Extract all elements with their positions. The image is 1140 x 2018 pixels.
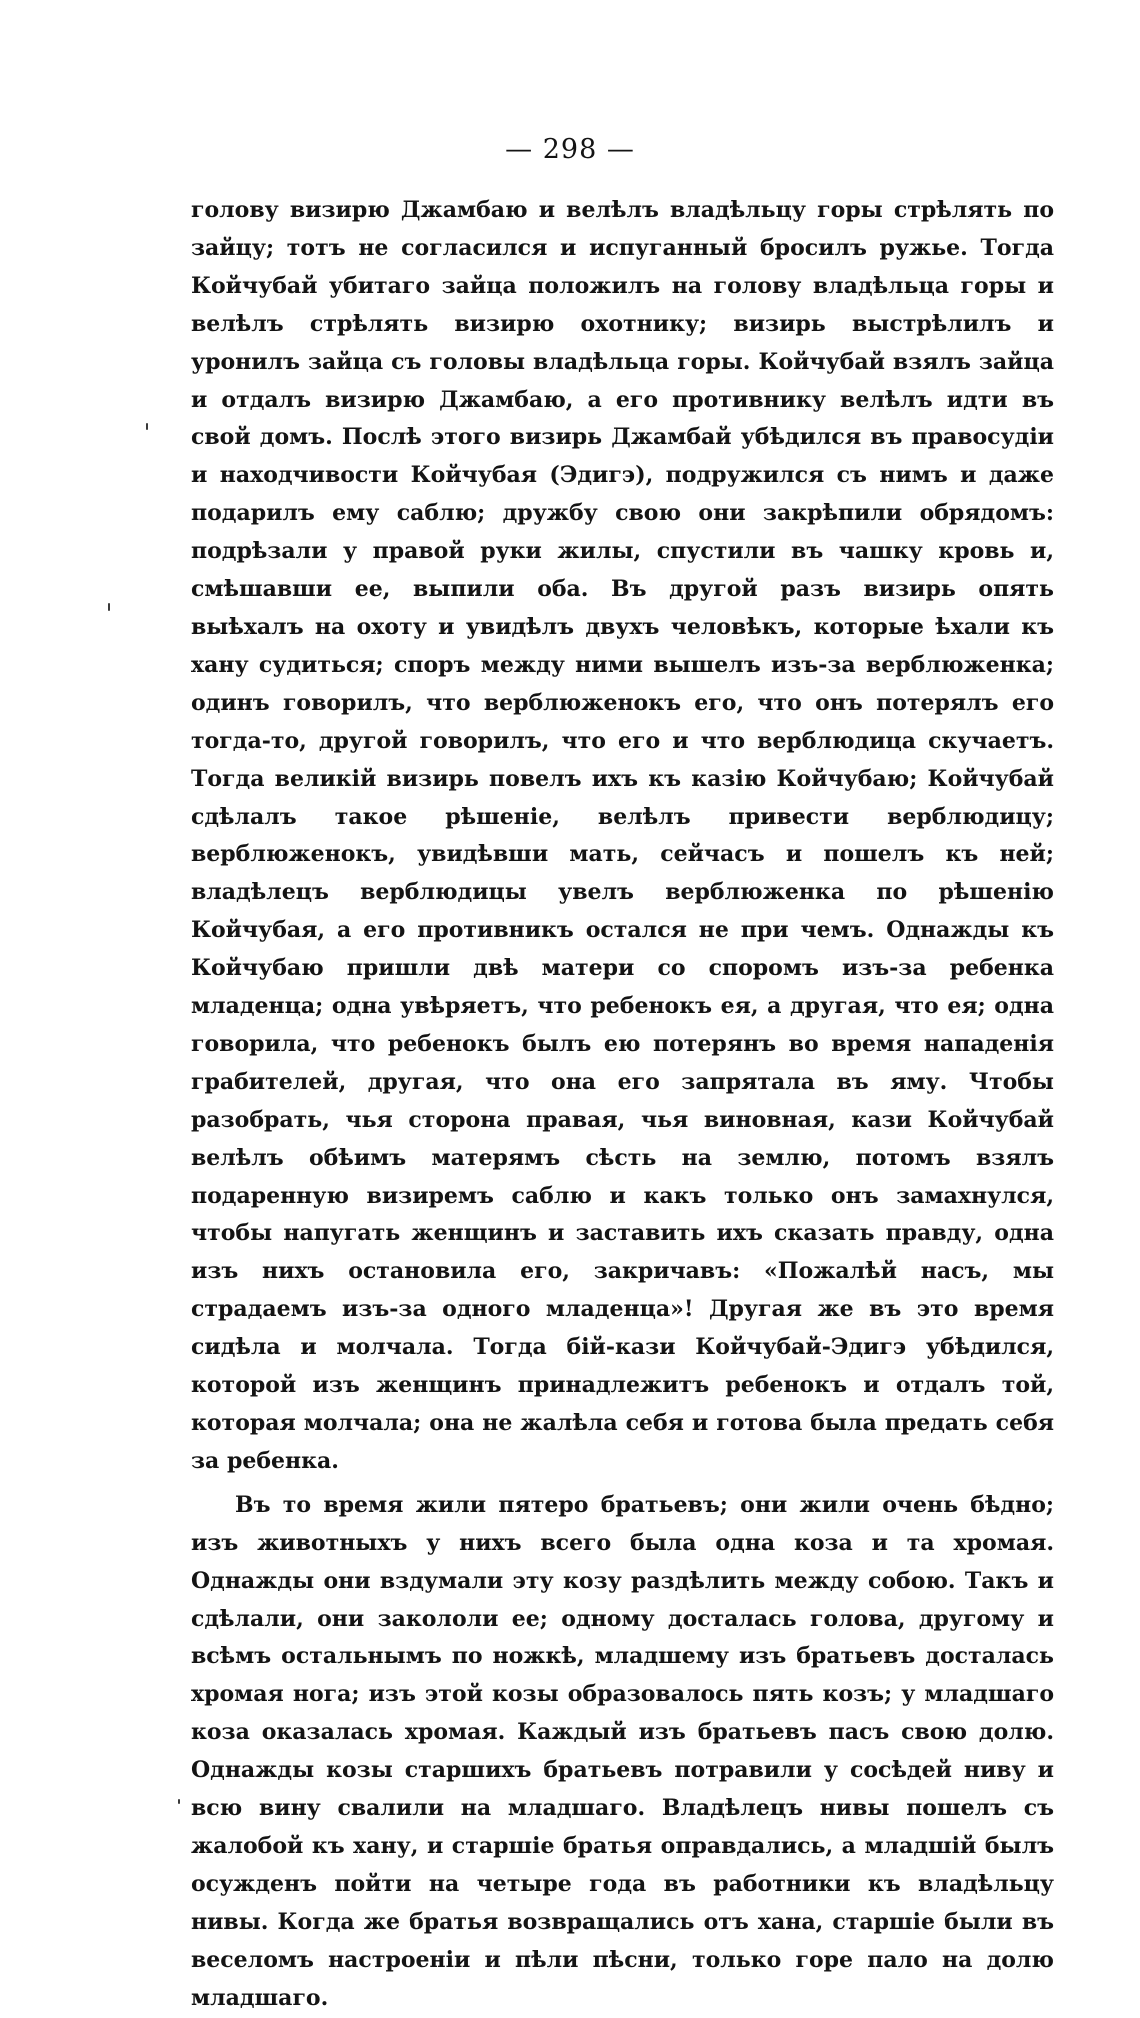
print-speck [108, 603, 110, 611]
page-number: — 298 — [505, 134, 635, 165]
body-text [191, 192, 1054, 2018]
paragraph-1: голову визирю Джамбаю и велѣлъ владѣльцу горы стрѣлять по зайцу; тотъ не согласился и испуганный бросилъ ружье. Тогда Койчубай убитаго зайца положилъ на голову владѣльца горы и велѣлъ стрѣлять визирю охотнику; визирь выстрѣлилъ и уронилъ зайца съ головы владѣльца горы. Койчубай взялъ зайца и отдалъ визирю Джамбаю, а его противнику велѣлъ идти въ свой домъ. Послѣ этого визирь Джамбай убѣдился въ правосудіи и находчивости Койчубая (Эдигэ), подружился съ нимъ и даже подарилъ ему саблю; дружбу свою они закрѣпили обрядомъ: подрѣзали у правой руки жилы, спустили въ чашку кровь и, смѣшавши ее, выпили оба. Въ другой разъ визирь опять выѣхалъ на охоту и увидѣлъ двухъ человѣкъ, которые ѣхали къ хану судиться; споръ между ними вышелъ изъ-за верблюженка; одинъ говорилъ, что верблюженокъ его, что онъ потерялъ его тогда-то, другой говорилъ, что его и что верблюдица скучаетъ. Тогда великій визирь повелъ ихъ къ казію Койчубаю; Койчубай сдѣлалъ такое рѣшеніе, велѣлъ привести верблюдицу; верблюженокъ, увидѣвши мать, сейчасъ и пошелъ къ ней; владѣлецъ верблюдицы увелъ верблюженка по рѣшенію Койчубая, а его противникъ остался не при чемъ. Однажды къ Койчубаю пришли двѣ матери со споромъ изъ-за ребенка младенца; одна увѣряетъ, что ребенокъ ея, а другая, что ея; одна говорила, что ребенокъ былъ ею потерянъ во время нападенія грабителей, другая, что она его запрятала въ яму. Чтобы разобрать, чья сторона правая, чья виновная, кази Койчубай велѣлъ обѣимъ матерямъ сѣсть на землю, потомъ взялъ подаренную визиремъ саблю и какъ только онъ замахнулся, чтобы напугать женщинъ и заставить ихъ сказать правду, одна изъ нихъ остановила его, закричавъ: «Пожалѣй насъ, мы страдаемъ изъ-за одного младенца»! Другая же въ это время сидѣла и молчала. Тогда бій-кази Койчубай-Эдигэ убѣдился, которой изъ женщинъ принадлежитъ ребенокъ и отдалъ той, которая молчала; она не жалѣла себя и готова была предать себя за ребенка. [191, 197, 1054, 1474]
paragraph-2: Въ то время жили пятеро братьевъ; они жили очень бѣдно; изъ животныхъ у нихъ всего была одна коза и та хромая. Однажды они вздумали эту козу раздѣлить между собою. Такъ и сдѣлали, они закололи ее; одному досталась голова, другому и всѣмъ остальнымъ по ножкѣ, младшему изъ братьевъ досталась хромая нога; изъ этой козы образовалось пять козъ; у младшаго коза оказалась хромая. Каждый изъ братьевъ пасъ свою долю. Однажды козы старшихъ братьевъ потравили у сосѣдей ниву и всю вину свалили на младшаго. Владѣлецъ нивы пошелъ съ жалобой къ хану, и старшіе братья оправдались, а младшій былъ осужденъ пойти на четыре года въ работники къ владѣльцу нивы. Когда же братья возвращались отъ хана, старшіе были въ веселомъ настроеніи и пѣли пѣсни, только горе пало на долю младшаго. [191, 1491, 1054, 2011]
print-speck [178, 1799, 180, 1804]
print-speck [146, 423, 148, 430]
